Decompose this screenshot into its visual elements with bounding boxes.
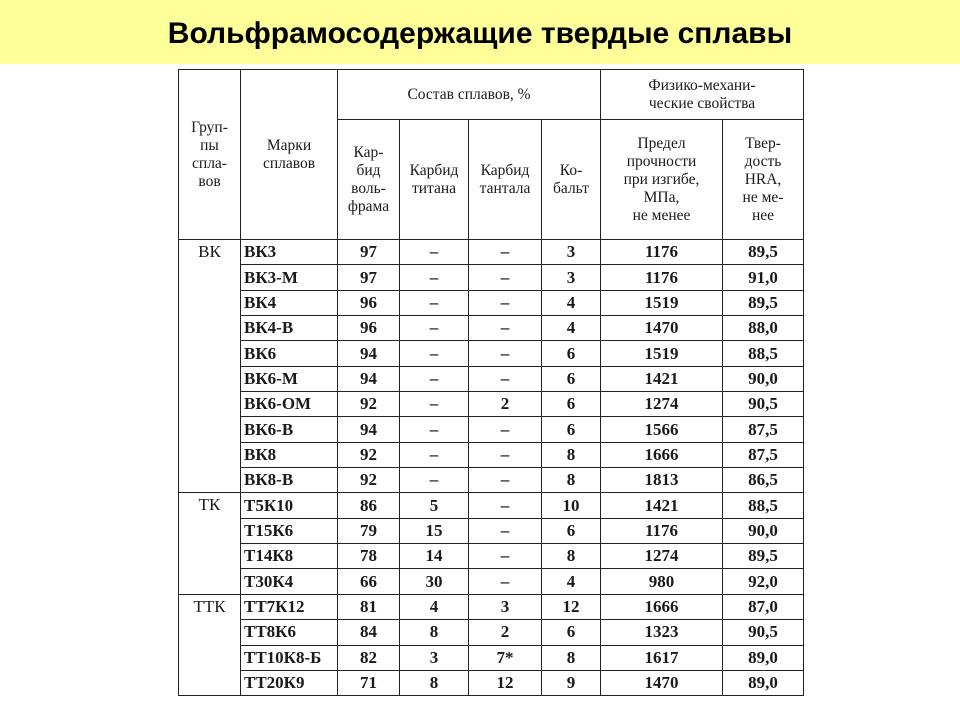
cell-strength: 1421 [601,366,723,391]
cell-strength: 1176 [601,518,723,543]
cell-strength: 1421 [601,493,723,518]
cell-tungsten-carbide: 96 [338,290,400,315]
cell-cobalt: 12 [542,594,601,619]
cell-cobalt: 3 [542,240,601,265]
cell-tungsten-carbide: 96 [338,316,400,341]
cell-tantalum-carbide: 3 [469,594,542,619]
cell-titanium-carbide: – [400,442,469,467]
slide-title: Вольфрамосодержащие твердые сплавы [167,17,793,50]
cell-strength: 1813 [601,468,723,493]
table-row [179,544,804,569]
cell-tantalum-carbide: – [469,417,542,442]
table-row [179,670,804,695]
cell-tantalum-carbide: 2 [469,620,542,645]
cell-hardness: 89,5 [723,290,804,315]
cell-mark: ТТ7К12 [241,594,338,619]
table-row [179,341,804,366]
table-row [179,417,804,442]
cell-strength: 1176 [601,240,723,265]
table-row [179,569,804,594]
cell-cobalt: 8 [542,468,601,493]
cell-mark: Т14К8 [241,544,338,569]
cell-titanium-carbide: 15 [400,518,469,543]
table-row [179,240,804,265]
cell-tungsten-carbide: 97 [338,240,400,265]
cell-tungsten-carbide: 92 [338,468,400,493]
cell-strength: 1519 [601,341,723,366]
header-properties: Физико-механи- ческие свойства [601,70,804,120]
cell-strength: 1566 [601,417,723,442]
cell-hardness: 89,5 [723,544,804,569]
cell-hardness: 89,0 [723,670,804,695]
header-tantalum-carbide: Карбид тантала [469,120,542,240]
cell-tantalum-carbide: – [469,316,542,341]
cell-tantalum-carbide: – [469,341,542,366]
cell-strength: 1274 [601,392,723,417]
cell-titanium-carbide: – [400,265,469,290]
cell-mark: ВК6-М [241,366,338,391]
cell-hardness: 90,5 [723,392,804,417]
cell-titanium-carbide: 5 [400,493,469,518]
cell-tantalum-carbide: – [469,544,542,569]
cell-mark: ВК4 [241,290,338,315]
cell-cobalt: 4 [542,569,601,594]
table-row [179,290,804,315]
cell-tungsten-carbide: 78 [338,544,400,569]
cell-hardness: 92,0 [723,569,804,594]
cell-cobalt: 6 [542,518,601,543]
cell-strength: 1666 [601,594,723,619]
cell-hardness: 91,0 [723,265,804,290]
table-row [179,620,804,645]
cell-tungsten-carbide: 92 [338,392,400,417]
alloys-table [178,69,804,696]
cell-tantalum-carbide: – [469,518,542,543]
cell-tungsten-carbide: 97 [338,265,400,290]
cell-hardness: 89,0 [723,645,804,670]
cell-cobalt: 8 [542,645,601,670]
cell-hardness: 86,5 [723,468,804,493]
cell-mark: ВК8 [241,442,338,467]
header-composition: Состав сплавов, % [338,70,601,120]
table-row [179,468,804,493]
table-body [179,240,804,696]
cell-titanium-carbide: 8 [400,670,469,695]
cell-strength: 1617 [601,645,723,670]
cell-titanium-carbide: – [400,366,469,391]
cell-tungsten-carbide: 82 [338,645,400,670]
cell-mark: ВК3 [241,240,338,265]
cell-titanium-carbide: – [400,341,469,366]
cell-tungsten-carbide: 86 [338,493,400,518]
cell-hardness: 88,5 [723,493,804,518]
cell-mark: ВК6-ОМ [241,392,338,417]
cell-titanium-carbide: – [400,392,469,417]
cell-titanium-carbide: – [400,290,469,315]
table-row [179,265,804,290]
cell-strength: 1519 [601,290,723,315]
cell-strength: 1274 [601,544,723,569]
cell-tungsten-carbide: 71 [338,670,400,695]
cell-tantalum-carbide: – [469,265,542,290]
cell-mark: ТТ10К8-Б [241,645,338,670]
group-cell: ТТК [179,594,241,695]
cell-titanium-carbide: 4 [400,594,469,619]
cell-tungsten-carbide: 66 [338,569,400,594]
group-cell: ВК [179,240,241,493]
cell-tantalum-carbide: 2 [469,392,542,417]
cell-tungsten-carbide: 92 [338,442,400,467]
table-row [179,442,804,467]
cell-tantalum-carbide: 12 [469,670,542,695]
cell-cobalt: 6 [542,620,601,645]
cell-strength: 980 [601,569,723,594]
cell-tantalum-carbide: – [469,366,542,391]
cell-titanium-carbide: 3 [400,645,469,670]
cell-strength: 1470 [601,670,723,695]
cell-cobalt: 8 [542,442,601,467]
cell-cobalt: 8 [542,544,601,569]
cell-titanium-carbide: – [400,316,469,341]
cell-mark: ВК3-М [241,265,338,290]
header-strength: Предел прочности при изгибе, МПа, не менее [601,120,723,240]
cell-tungsten-carbide: 94 [338,417,400,442]
cell-titanium-carbide: 8 [400,620,469,645]
header-marks: Марки сплавов [241,70,338,240]
table-row [179,316,804,341]
cell-hardness: 88,5 [723,341,804,366]
cell-mark: Т30К4 [241,569,338,594]
cell-mark: ТТ8К6 [241,620,338,645]
cell-titanium-carbide: 14 [400,544,469,569]
cell-tungsten-carbide: 84 [338,620,400,645]
table-row [179,645,804,670]
cell-hardness: 90,0 [723,518,804,543]
cell-tungsten-carbide: 94 [338,341,400,366]
cell-hardness: 90,0 [723,366,804,391]
cell-mark: ВК6 [241,341,338,366]
cell-hardness: 90,5 [723,620,804,645]
cell-titanium-carbide: 30 [400,569,469,594]
cell-tantalum-carbide: – [469,569,542,594]
cell-hardness: 88,0 [723,316,804,341]
table-row [179,366,804,391]
cell-cobalt: 6 [542,341,601,366]
header-group: Груп- пы спла- вов [179,70,241,240]
cell-hardness: 87,5 [723,417,804,442]
cell-mark: ВК6-В [241,417,338,442]
cell-cobalt: 3 [542,265,601,290]
cell-tantalum-carbide: – [469,240,542,265]
cell-cobalt: 4 [542,290,601,315]
group-cell: ТК [179,493,241,594]
table-row [179,518,804,543]
header-cobalt: Ко- бальт [542,120,601,240]
cell-tantalum-carbide: – [469,290,542,315]
cell-cobalt: 6 [542,392,601,417]
cell-tantalum-carbide: – [469,493,542,518]
cell-cobalt: 6 [542,417,601,442]
cell-titanium-carbide: – [400,417,469,442]
cell-tungsten-carbide: 81 [338,594,400,619]
cell-mark: ВК4-В [241,316,338,341]
cell-mark: Т15К6 [241,518,338,543]
cell-mark: Т5К10 [241,493,338,518]
cell-tantalum-carbide: – [469,468,542,493]
cell-strength: 1176 [601,265,723,290]
cell-strength: 1470 [601,316,723,341]
cell-tungsten-carbide: 94 [338,366,400,391]
cell-cobalt: 4 [542,316,601,341]
cell-cobalt: 10 [542,493,601,518]
header-hardness: Твер- дость HRA, не ме- нее [723,120,804,240]
table-row [179,392,804,417]
cell-cobalt: 6 [542,366,601,391]
cell-strength: 1323 [601,620,723,645]
cell-tungsten-carbide: 79 [338,518,400,543]
cell-mark: ТТ20К9 [241,670,338,695]
cell-titanium-carbide: – [400,468,469,493]
cell-tantalum-carbide: – [469,442,542,467]
table-row [179,594,804,619]
cell-hardness: 89,5 [723,240,804,265]
header-titanium-carbide: Карбид титана [400,120,469,240]
cell-hardness: 87,5 [723,442,804,467]
cell-cobalt: 9 [542,670,601,695]
cell-strength: 1666 [601,442,723,467]
table-row [179,493,804,518]
cell-titanium-carbide: – [400,240,469,265]
cell-tantalum-carbide: 7* [469,645,542,670]
header-tungsten-carbide: Кар- бид воль- фрама [338,120,400,240]
cell-hardness: 87,0 [723,594,804,619]
cell-mark: ВК8-В [241,468,338,493]
